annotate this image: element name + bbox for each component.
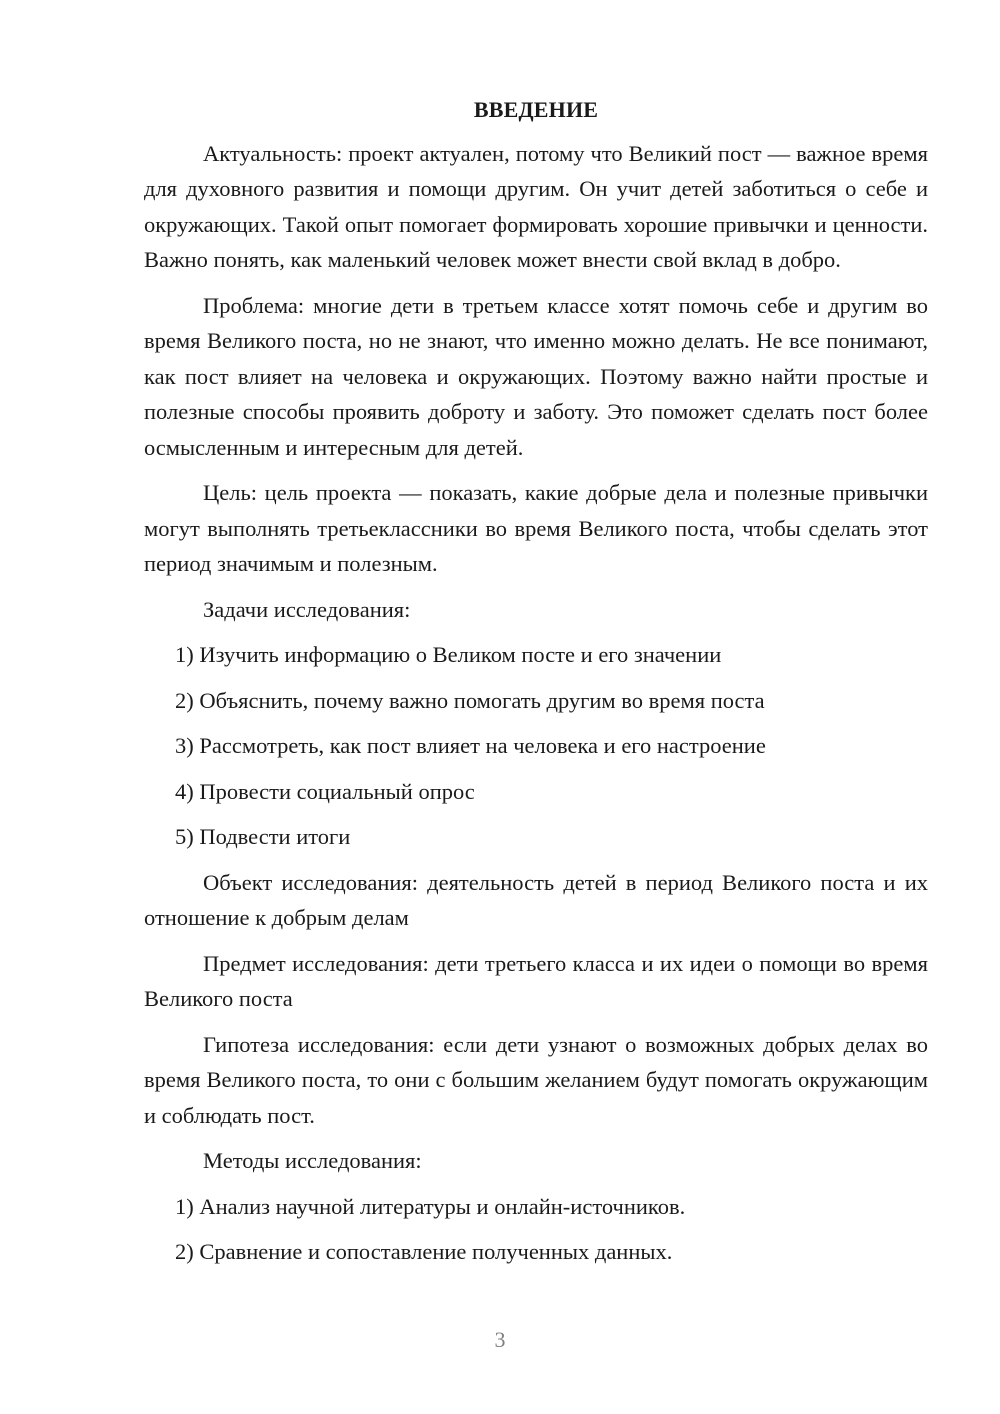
- object-paragraph: Объект исследования: деятельность детей в период Великого поста и их отношение к добрым делам: [144, 869, 928, 930]
- tasks-heading: Задачи исследования:: [203, 596, 411, 622]
- hypothesis-paragraph: Гипотеза исследования: если дети узнают о возможных добрых делах во время Великого поста, то они с большим желанием будут помогать окружающим и соблюдать пост.: [144, 1031, 928, 1128]
- relevance-paragraph: Актуальность: проект актуален, потому что Великий пост — важное время для духовного развития и помощи другим. Он учит детей заботиться о себе и окружающих. Такой опыт помогает формировать хорошие привычки и ценности. Важно понять, как маленький человек может внести свой вклад в добро.: [144, 140, 928, 272]
- goal-paragraph: Цель: цель проекта — показать, какие добрые дела и полезные привычки могут выполнять третьеклассники во время Великого поста, чтобы сделать этот период значимым и полезным.: [144, 480, 928, 576]
- problem-paragraph: Проблема: многие дети в третьем классе хотят помочь себе и другим во время Великого поста, но не знают, что именно можно делать. Не все понимают, как пост влияет на человека и окружающих. Поэтому важно найти простые и полезные способы проявить доброту и заботу. Это поможет сделать пост более осмысленным и интересным для детей.: [144, 292, 928, 460]
- task-item: 1) Изучить информацию о Великом посте и его значении: [175, 642, 722, 667]
- task-item: 5) Подвести итоги: [175, 824, 351, 849]
- task-item: 4) Провести социальный опрос: [175, 778, 475, 804]
- task-item: 3) Рассмотреть, как пост влияет на человека и его настроение: [175, 733, 766, 758]
- page-number: 3: [494, 1327, 506, 1352]
- section-heading: ВВЕДЕНИЕ: [473, 97, 599, 122]
- method-item: 1) Анализ научной литературы и онлайн-источников.: [175, 1193, 686, 1219]
- task-item: 2) Объяснить, почему важно помогать другим во время поста: [175, 687, 765, 713]
- methods-heading: Методы исследования:: [203, 1148, 422, 1173]
- page-content: [144, 92, 928, 1280]
- method-item: 2) Сравнение и сопоставление полученных данных.: [175, 1239, 673, 1264]
- subject-paragraph: Предмет исследования: дети третьего класса и их идеи о помощи во время Великого поста: [144, 950, 928, 1011]
